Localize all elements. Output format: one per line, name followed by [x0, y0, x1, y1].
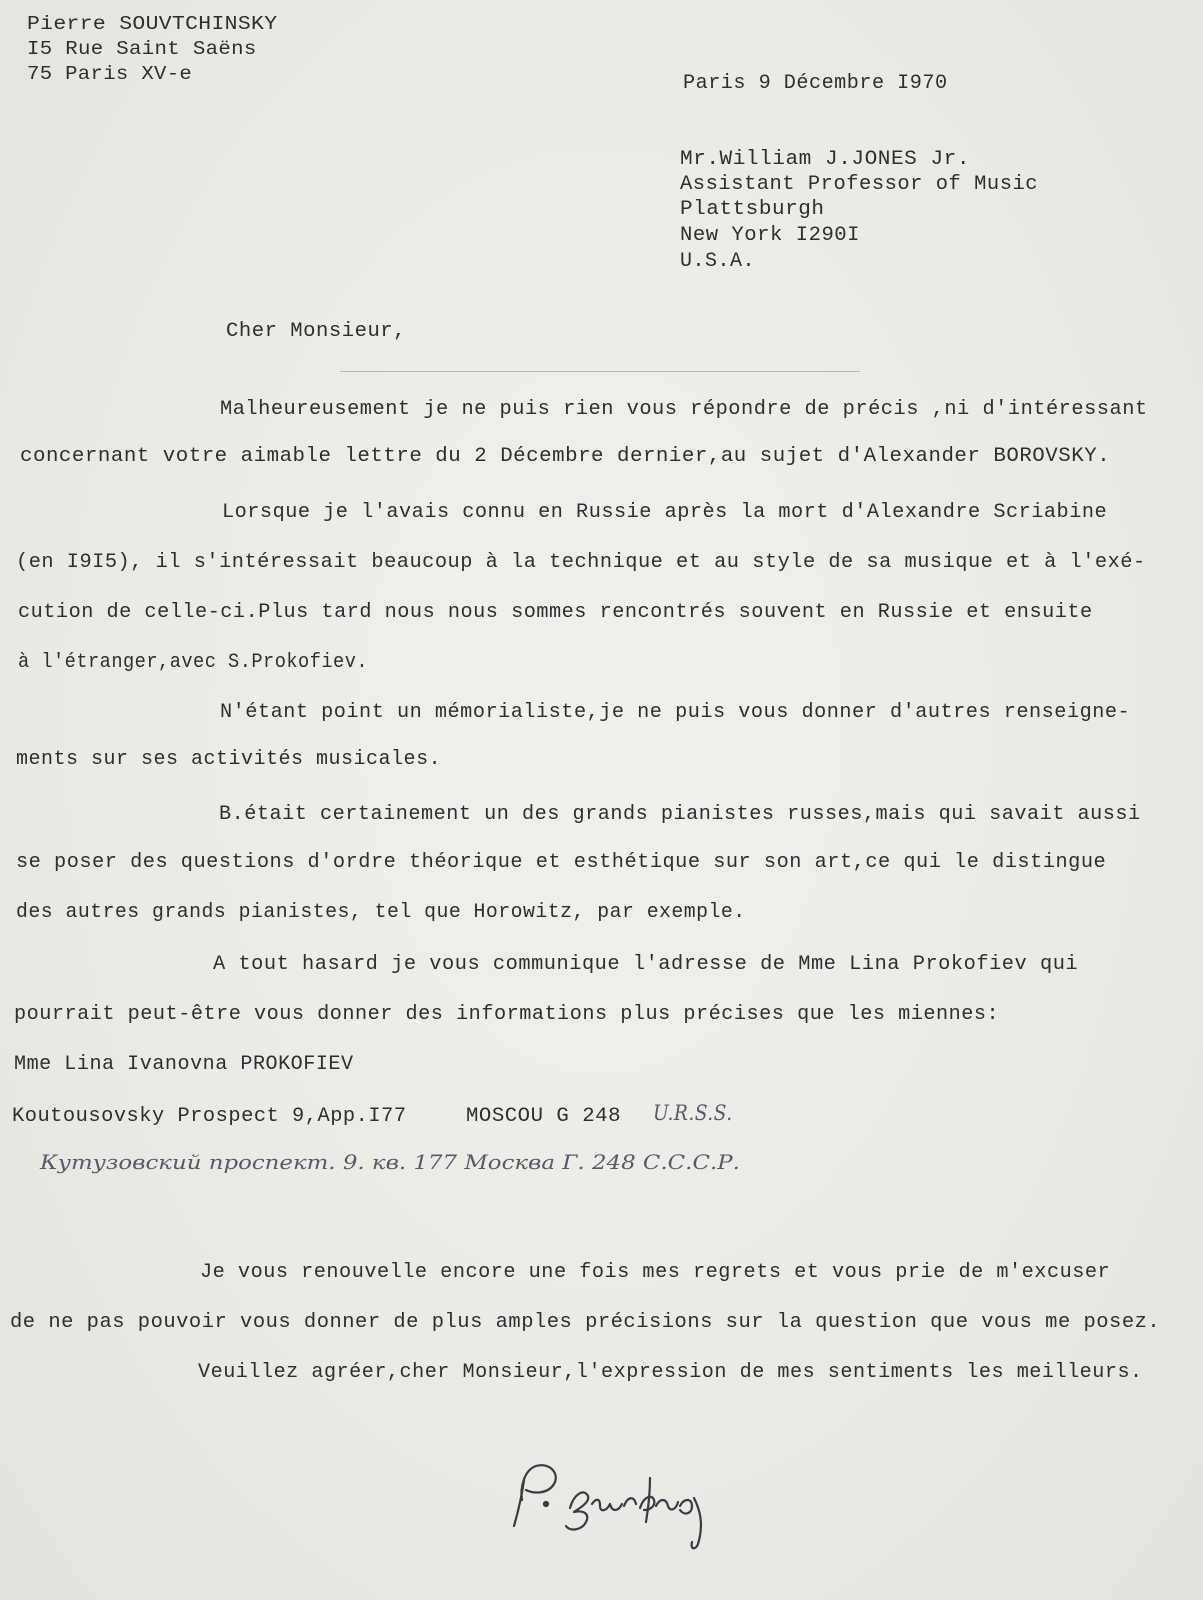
body-p4-line1: B.était certainement un des grands pianistes russes,mais qui savait aussi: [219, 803, 1141, 826]
body-p2-line3: cution de celle-ci.Plus tard nous nous sommes rencontrés souvent en Russie et ensuite: [18, 601, 1093, 624]
handwritten-cyrillic-address: Кутузовский проспект. 9. кв. 177 Москва Г. 248 С.С.С.Р.: [40, 1150, 740, 1174]
letter-date: Paris 9 Décembre I970: [683, 72, 948, 95]
body-p4-line2: se poser des questions d'ordre théorique et esthétique sur son art,ce qui le distingue: [16, 851, 1107, 874]
closing-formula: Veuillez agréer,cher Monsieur,l'expression de mes sentiments les meilleurs.: [198, 1361, 1143, 1384]
address-city: MOSCOU G 248: [466, 1105, 622, 1128]
handwritten-country-note: U.R.S.S.: [653, 1101, 733, 1125]
recipient-place: Plattsburgh: [680, 198, 825, 221]
body-p4-line3: des autres grands pianistes, tel que Horowitz, par exemple.: [16, 901, 746, 924]
recipient-state: New York I290I: [680, 224, 861, 247]
body-p5-line1: A tout hasard je vous communique l'adresse de Mme Lina Prokofiev qui: [213, 953, 1079, 976]
salutation: Cher Monsieur,: [226, 320, 407, 343]
sender-name: Pierre SOUVTCHINSKY: [27, 13, 278, 35]
sender-street: I5 Rue Saint Saëns: [27, 38, 257, 60]
handwritten-signature: [500, 1450, 740, 1560]
recipient-country: U.S.A.: [680, 250, 756, 273]
address-name: Mme Lina Ivanovna PROKOFIEV: [14, 1053, 354, 1076]
closing-p1-line1: Je vous renouvelle encore une fois mes regrets et vous prie de m'excuser: [200, 1261, 1111, 1284]
body-p3-line2: ments sur ses activités musicales.: [16, 748, 442, 771]
faint-rule-divider: [340, 371, 860, 372]
recipient-name: Mr.William J.JONES Jr.: [680, 148, 971, 171]
recipient-title: Assistant Professor of Music: [680, 173, 1039, 196]
address-street: Koutousovsky Prospect 9,App.I77: [12, 1105, 407, 1128]
body-p3-line1: N'étant point un mémorialiste,je ne puis vous donner d'autres renseigne-: [220, 701, 1131, 724]
body-p2-line4: à l'étranger,avec S.Prokofiev.: [18, 651, 369, 674]
body-p5-line2: pourrait peut-être vous donner des informations plus précises que les miennes:: [14, 1003, 1000, 1026]
body-p1-line2: concernant votre aimable lettre du 2 Décembre dernier,au sujet d'Alexander BOROVSKY.: [20, 445, 1111, 468]
sender-city: 75 Paris XV-e: [27, 63, 193, 85]
body-p1-line1: Malheureusement je ne puis rien vous répondre de précis ,ni d'intéressant: [220, 398, 1148, 421]
closing-p1-line2: de ne pas pouvoir vous donner de plus amples précisions sur la question que vous me posez.: [10, 1311, 1161, 1334]
body-p2-line2: (en I9I5), il s'intéressait beaucoup à la technique et au style de sa musique et à l'exé-: [16, 551, 1146, 574]
body-p2-line1: Lorsque je l'avais connu en Russie après la mort d'Alexandre Scriabine: [222, 501, 1108, 524]
